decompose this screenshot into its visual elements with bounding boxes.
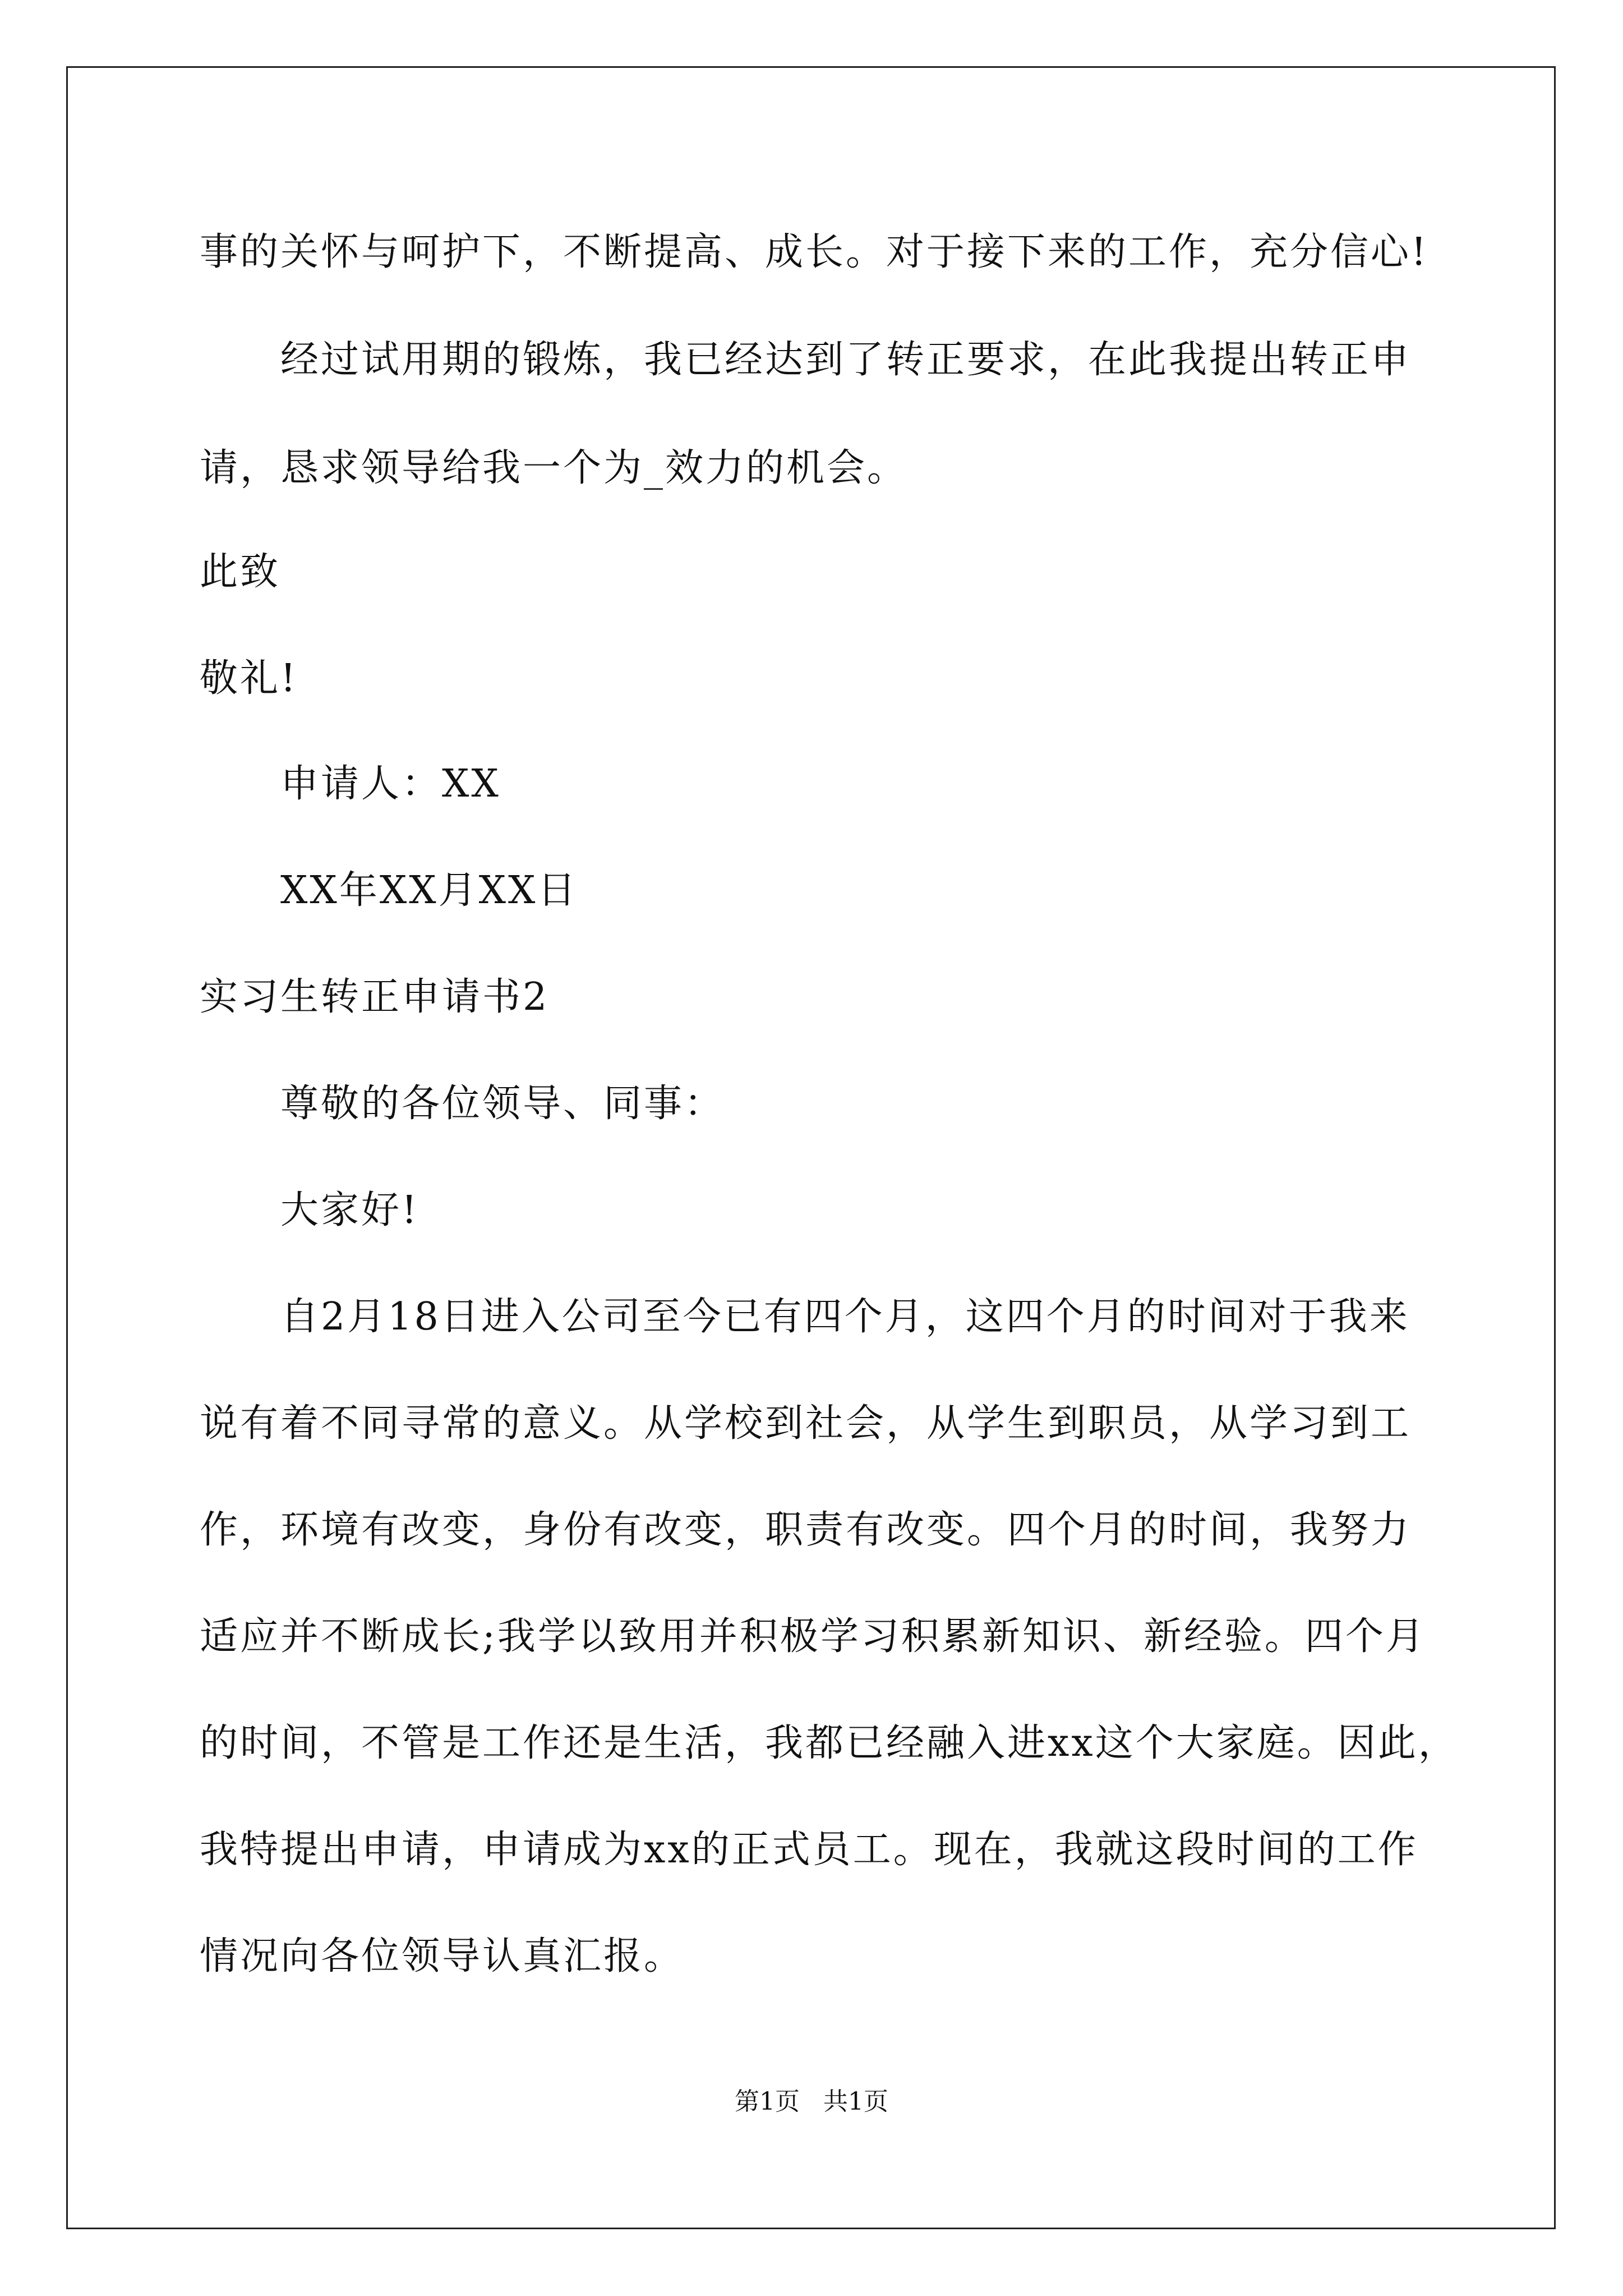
body-line-7: 适应并不断成长;我学以致用并积极学习积累新知识、新经验。四个月 <box>200 1614 1426 1659</box>
page-border <box>66 66 1556 2229</box>
body-line-2: 经过试用期的锻炼，我已经达到了转正要求，在此我提出转正申 <box>280 338 1412 382</box>
closing-jing-li: 敬礼! <box>200 656 298 701</box>
closing-ci-zhi: 此致 <box>200 550 281 594</box>
body-line-6: 作，环境有改变，身份有改变，职责有改变。四个月的时间，我努力 <box>200 1508 1412 1552</box>
salutation-line: 尊敬的各位领导、同事： <box>280 1082 725 1126</box>
body-line-1: 事的关怀与呵护下，不断提高、成长。对于接下来的工作，充分信心! <box>200 230 1429 274</box>
body-line-5: 说有着不同寻常的意义。从学校到社会，从学生到职员，从学习到工 <box>200 1401 1412 1446</box>
applicant-line: 申请人：XX <box>280 762 501 806</box>
body-line-8: 的时间，不管是工作还是生活，我都已经融入进xx这个大家庭。因此， <box>200 1721 1459 1765</box>
page-footer: 第1页 共1页 <box>735 2087 888 2116</box>
body-line-10: 情况向各位领导认真汇报。 <box>200 1934 685 1978</box>
body-line-9: 我特提出申请，申请成为xx的正式员工。现在，我就这段时间的工作 <box>200 1828 1418 1872</box>
body-line-4: 自2月18日进入公司至今已有四个月，这四个月的时间对于我来 <box>280 1295 1410 1339</box>
body-line-3: 请，恳求领导给我一个为_效力的机会。 <box>200 446 908 490</box>
greeting-line: 大家好! <box>280 1188 419 1232</box>
section-title: 实习生转正申请书2 <box>200 975 550 1019</box>
date-line: XX年XX月XX日 <box>280 868 578 913</box>
